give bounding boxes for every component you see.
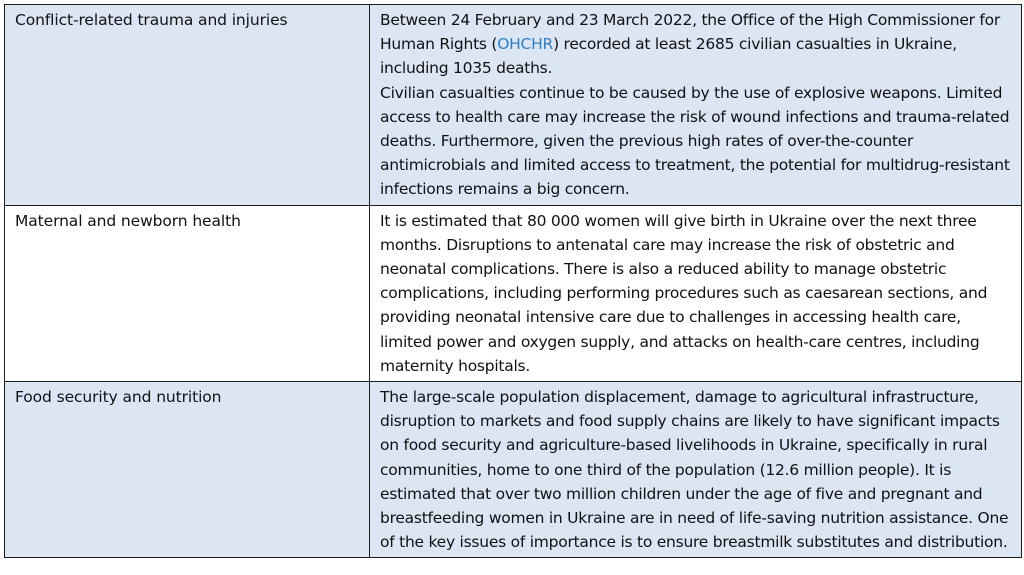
- text-before-link: Between 24 February and 23 March 2022, the Office of the High Commissioner for Human Rights (: [380, 11, 1000, 54]
- description-cell: The large-scale population displacement, damage to agricultural infrastructure, disruption to markets and food supply chains are likely to have significant impacts on food security and agriculture-based livelihoods in Ukraine, specifically in rural communities, home to one third of the population (12.6 million people). It is estimated that over two million children under the age of five and pregnant and breastfeeding women in Ukraine are in need of life-saving nutrition assistance. One of the key issues of importance is to ensure breastmilk substitutes and distribution.: [370, 382, 1022, 558]
- description-paragraph: [380, 8, 1013, 81]
- table-row: [5, 5, 1022, 206]
- table-row: [5, 205, 1022, 381]
- text-after-link: ) recorded at least 2685 civilian casualties in Ukraine, including 1035 deaths.: [380, 35, 957, 78]
- table-row: [5, 382, 1022, 558]
- description-paragraph: Civilian casualties continue to be caused by the use of explosive weapons. Limited access to health care may increase the risk of wound infections and trauma-related deaths. Furthermore, given the previous high rates of over-the-counter antimicrobials and limited access to treatment, the potential for multidrug-resistant infections remains a big concern.: [380, 83, 1010, 199]
- description-cell: [370, 5, 1022, 206]
- topic-cell: Conflict-related trauma and injuries: [5, 5, 370, 206]
- description-cell: It is estimated that 80 000 women will give birth in Ukraine over the next three months. Disruptions to antenatal care may increase the risk of obstetric and neonatal complications. There is also a reduced ability to manage obstetric complications, including performing procedures such as caesarean sections, and providing neonatal intensive care due to challenges in accessing health care, limited power and oxygen supply, and attacks on health-care centres, including maternity hospitals.: [370, 205, 1022, 381]
- ohchr-link[interactable]: OHCHR: [497, 35, 554, 54]
- topic-cell: Maternal and newborn health: [5, 205, 370, 381]
- health-risks-table: [4, 4, 1022, 558]
- topic-cell: Food security and nutrition: [5, 382, 370, 558]
